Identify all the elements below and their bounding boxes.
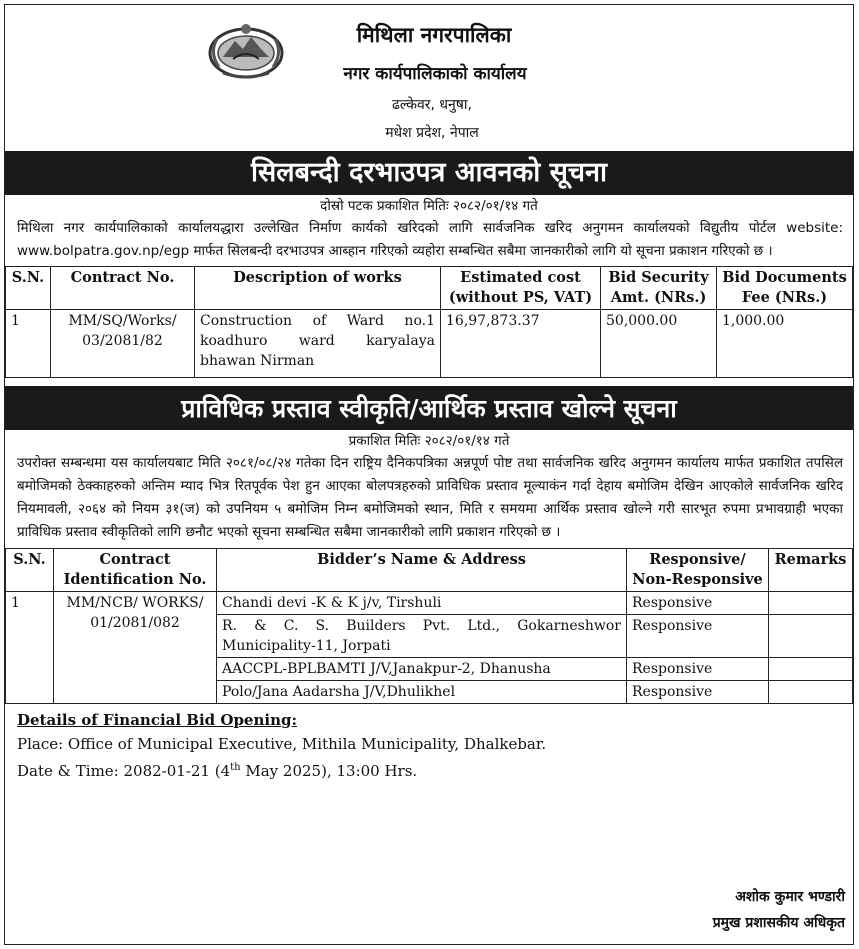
datetime-suffix: May 2025), 13:00 Hrs. bbox=[240, 762, 418, 780]
cell-contract-id: MM/NCB/ WORKS/ 01/2081/082 bbox=[54, 592, 217, 704]
cell-remarks bbox=[769, 658, 853, 681]
cell-remarks bbox=[769, 615, 853, 658]
col-description: Description of works bbox=[195, 267, 441, 310]
contract-table-header bbox=[6, 267, 853, 310]
details-heading: Details of Financial Bid Opening: bbox=[17, 711, 298, 729]
technical-notice-body: उपरोक्त सम्बन्धमा यस कार्यालयबाट मिति २०८१/०८/२४ गतेका दिन राष्ट्रिय दैनिकपत्रिका अन्नपूर्ण पोष्ट तथा सार्वजनिक खरिद अनुगमन कार्यालय मार्फत प्रकाशित तपसिल बमोजिमको ठेक्काहरुको अन्तिम म्याद भित्र रितपूर्वक पेश हुन आएका बोलपत्रहरुको प्राविधिक प्रस्ताव मूल्याकंन गर्दा देहाय बमोजिम देखिन आएकोले सार्वजनिक खरिद नियमावली, २०६४ को नियम ३१(ज) को उपनियम ५ बमोजिम निम्न बमोजिमको स्थान, मिति र समयमा आर्थिक प्रस्ताव खोल्ने गरी सारभूत रुपमा प्रभावग्राही भएका प्राविधिक प्रस्ताव स्वीकृतिको लागि छनौट भएको सूचना सम्बन्धित सबैमा जानकारीको लागि प्रकाशन गरिएको छ । bbox=[17, 455, 843, 540]
cell-bidder-name: Polo/Jana Aadarsha J/V,Dhulikhel bbox=[217, 681, 627, 704]
cell-bidder-name: R. & C. S. Builders Pvt. Ltd., Gokarneshwor Municipality-11, Jorpati bbox=[217, 615, 627, 658]
municipality-name: मिथिला नगरपालिका bbox=[356, 23, 512, 47]
cell-bid-fee: 1,000.00 bbox=[717, 310, 853, 378]
col-bidder-name: Bidder’s Name & Address bbox=[217, 549, 627, 592]
cell-status: Responsive bbox=[627, 681, 769, 704]
cell-status: Responsive bbox=[627, 592, 769, 615]
technical-proposal-notice-title: प्राविधिक प्रस्ताव स्वीकृति/आर्थिक प्रस्ताव खोल्ने सूचना bbox=[5, 386, 853, 430]
financial-bid-details bbox=[5, 708, 853, 783]
col-sn: S.N. bbox=[6, 267, 51, 310]
datetime-prefix: Date & Time: 2082-01-21 (4 bbox=[17, 762, 231, 780]
cell-remarks bbox=[769, 592, 853, 615]
cell-bidder-name: AACCPL-BPLBAMTI J/V,Janakpur-2, Dhanusha bbox=[217, 658, 627, 681]
details-place: Place: Office of Municipal Executive, Mithila Municipality, Dhalkebar. bbox=[17, 735, 547, 753]
office-name: नगर कार्यपालिकाको कार्यालय bbox=[343, 64, 527, 84]
col-sn: S.N. bbox=[6, 549, 54, 592]
cell-sn: 1 bbox=[6, 310, 51, 378]
letterhead bbox=[5, 5, 853, 151]
bid-notice-body: मिथिला नगर कार्यपालिकाको कार्यालयद्धारा उल्लेखित निर्माण कार्यको खरिदको लागि सार्वजनिक खरिद अनुगमन कार्यालयको विद्युतीय पोर्टल website: www.bolpatra.gov.np/egp मार्फत सिलबन्दी दरभाउपत्र आब्हान गरिएको व्यहोरा सम्बन्धित सबैमा जानकारीको लागि यो सूचना प्रकाशन गरिएको छ । bbox=[17, 220, 843, 259]
cell-estimated-cost: 16,97,873.37 bbox=[441, 310, 601, 378]
datetime-sup: th bbox=[230, 762, 241, 773]
bid-notice-published-date: दोस्रो पटक प्रकाशित मितिः २०८२/०१/१४ गते bbox=[320, 198, 538, 214]
bidder-table-header bbox=[6, 549, 853, 592]
bid-notice-title: सिलबन्दी दरभाउपत्र आवनको सूचना bbox=[5, 151, 853, 195]
notice-page bbox=[4, 4, 854, 945]
cell-bid-security: 50,000.00 bbox=[601, 310, 717, 378]
cell-bidder-name: Chandi devi -K & K j/v, Tirshuli bbox=[217, 592, 627, 615]
cell-remarks bbox=[769, 681, 853, 704]
address-line-1: ढल्केवर, धनुषा, bbox=[392, 97, 472, 113]
cell-status: Responsive bbox=[627, 615, 769, 658]
cell-status: Responsive bbox=[627, 658, 769, 681]
technical-notice-published-date: प्रकाशित मितिः २०८२/०१/१४ गते bbox=[348, 433, 510, 449]
col-remarks: Remarks bbox=[769, 549, 853, 592]
details-datetime bbox=[17, 756, 853, 783]
address-line-2: मधेश प्रदेश, नेपाल bbox=[385, 125, 479, 141]
col-contract-id: Contract Identification No. bbox=[54, 549, 217, 592]
signatory-title: प्रमुख प्रशासकीय अधिकृत bbox=[712, 915, 845, 931]
bidder-table bbox=[5, 548, 853, 704]
cell-description: Construction of Ward no.1 koadhuro ward karyalaya bhawan Nirman bbox=[195, 310, 441, 378]
col-bid-fee: Bid Documents Fee (NRs.) bbox=[717, 267, 853, 310]
col-contract-no: Contract No. bbox=[51, 267, 195, 310]
col-responsive: Responsive/ Non-Responsive bbox=[627, 549, 769, 592]
col-estimated-cost: Estimated cost (without PS, VAT) bbox=[441, 267, 601, 310]
table-row bbox=[6, 310, 853, 378]
signatory-name: अशोक कुमार भण्डारी bbox=[735, 889, 845, 905]
table-row bbox=[6, 592, 853, 615]
cell-contract-no: MM/SQ/Works/ 03/2081/82 bbox=[51, 310, 195, 378]
cell-sn: 1 bbox=[6, 592, 54, 704]
col-bid-security: Bid Security Amt. (NRs.) bbox=[601, 267, 717, 310]
contract-table bbox=[5, 266, 853, 378]
